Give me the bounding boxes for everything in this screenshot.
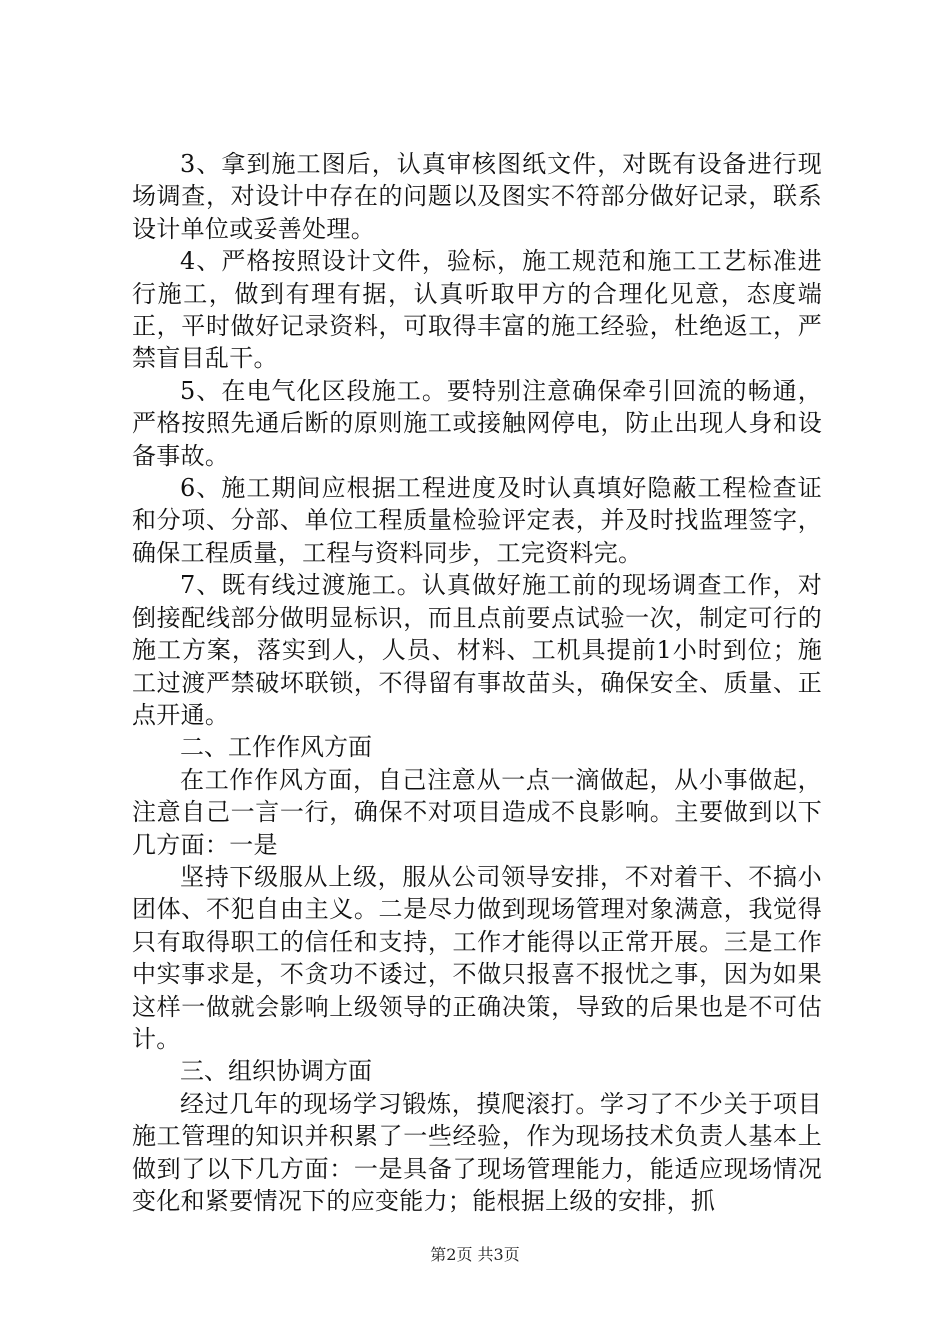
section-heading-work-style: 二、工作作风方面 [180, 733, 372, 762]
section-heading-coordination: 三、组织协调方面 [180, 1057, 372, 1086]
paragraph-item-6: 6、施工期间应根据工程进度及时认真填好隐蔽工程检查证和分项、分部、单位工程质量检验评定表，并及时找监理签字，确保工程质量，工程与资料同步，工完资料完。 [132, 474, 822, 567]
paragraph-item-5: 5、在电气化区段施工。要特别注意确保牵引回流的畅通，严格按照先通后断的原则施工或接触网停电，防止出现人身和设备事故。 [132, 376, 822, 470]
page-number-footer: 第2页 共3页 [430, 1245, 520, 1264]
paragraph-item-3: 3、拿到施工图后，认真审核图纸文件，对既有设备进行现场调查，对设计中存在的问题以及图实不符部分做好记录，联系设计单位或妥善处理。 [132, 150, 822, 243]
paragraph-item-4: 4、严格按照设计文件，验标，施工规范和施工工艺标准进行施工，做到有理有据，认真听取甲方的合理化见意，态度端正，平时做好记录资料，可取得丰富的施工经验，杜绝返工，严禁盲目乱干。 [132, 247, 822, 373]
paragraph-work-style-points: 坚持下级服从上级，服从公司领导安排，不对着干、不搞小团体、不犯自由主义。二是尽力做到现场管理对象满意，我觉得只有取得职工的信任和支持，工作才能得以正常开展。三是工作中实事求是，不贪功不诿过，不做只报喜不报忧之事，因为如果这样一做就会影响上级领导的正确决策，导致的后果也是不可估计。 [132, 862, 822, 1053]
document-body [132, 148, 822, 1217]
paragraph-work-style-intro: 在工作作风方面，自己注意从一点一滴做起，从小事做起，注意自己一言一行，确保不对项目造成不良影响。主要做到以下几方面：一是 [132, 765, 822, 859]
paragraph-item-7: 7、既有线过渡施工。认真做好施工前的现场调查工作，对倒接配线部分做明显标识，而且点前要点试验一次，制定可行的施工方案，落实到人，人员、材料、工机具提前1小时到位；施工过渡严禁破坏联锁，不得留有事故苗头，确保安全、质量、正点开通。 [132, 571, 822, 729]
paragraph-coordination: 经过几年的现场学习锻炼，摸爬滚打。学习了不少关于项目施工管理的知识并积累了一些经验，作为现场技术负责人基本上做到了以下几方面：一是具备了现场管理能力，能适应现场情况变化和紧要情况下的应变能力；能根据上级的安排，抓 [132, 1089, 822, 1215]
